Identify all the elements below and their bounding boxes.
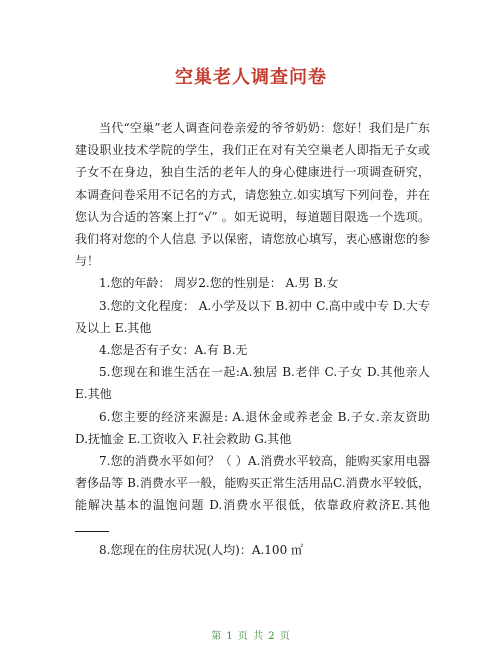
intro-paragraph: 当代“空巢”老人调查问卷亲爱的爷爷奶奶：您好！我们是广东建设职业技术学院的学生，我们正在对有关空巢老人即指无子女或子女不在身边，独自生活的老年人的身心健康进行一项调查研究， 本调查问卷采用不记名的方式，请您独立.如实填写下列问卷，并在您认为合适的答案上打“√” 。如无说明，每道题目限选一个选项。我们将对您的个人信息 予以保密，请您放心填写，衷心感谢您的参与！ xyxy=(75,121,430,269)
document-title: 空巢老人调查问卷 xyxy=(175,67,327,88)
question-8: 8.您现在的住房状况(人均)：A.100 ㎡ xyxy=(99,542,304,557)
question-7-text: 7.您的消费水平如何？（ ）A.消费水平较高，能购买家用电器奢侈品等 B.消费水平一般，能购买正常生活用品C.消费水平较低，能解决基本的温饱问题 D.消费水平很低，依靠政府救济E.其他 xyxy=(75,454,430,513)
question-3: 3.您的文化程度： A.小学及以下 B.初中 C.高中或中专 D.大专及以上 E.其他 xyxy=(75,298,430,335)
question-4: 4.您是否有子女：A.有 B.无 xyxy=(99,343,248,358)
question-7 xyxy=(75,450,430,539)
question-6: 6.您主要的经济来源是: A.退休金或养老金 B.子女.亲友资助 D.抚恤金 E.工资收入 F.社会救助 G.其他 xyxy=(75,409,430,446)
fill-in-blank xyxy=(75,519,109,532)
page-number-footer: 第 1 页 共 2 页 xyxy=(211,631,291,642)
question-5: 5.您现在和谁生活在一起:A.独居 B.老伴 C.子女 D.其他亲人 E.其他 xyxy=(75,365,430,402)
question-1-2: 1.您的年龄： 周岁2.您的性别是： A.男 B.女 xyxy=(99,276,339,291)
document-body xyxy=(75,117,430,561)
